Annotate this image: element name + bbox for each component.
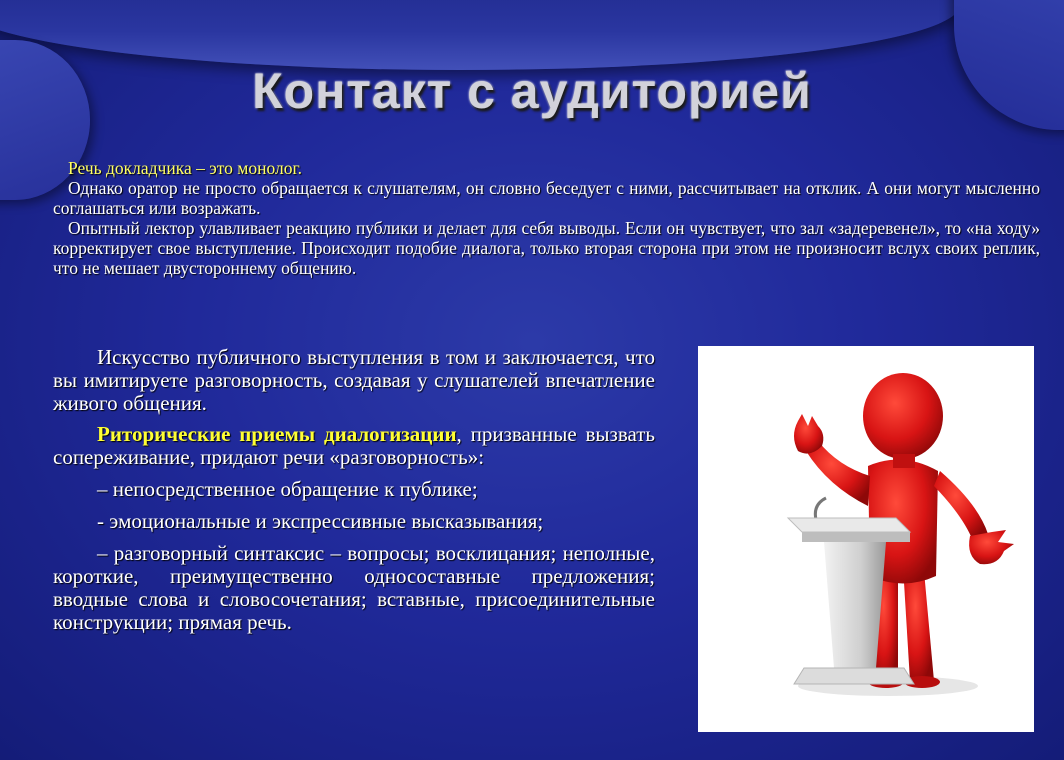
body-paragraph-1: Искусство публичного выступления в том и заключается, что вы имитируете разговорность, создавая у слушателей впечатление живого общения. [53,345,655,415]
slide-title: Контакт с аудиторией [252,63,812,119]
illustration [698,346,1034,732]
highlight-term: Риторические приемы диалогизации [97,422,457,446]
list-item: – непосредственное обращение к публике; [97,477,478,501]
speaker-at-podium-icon [698,346,1034,732]
decor-top-swoosh [0,0,960,70]
intro-text [53,158,1040,278]
main-text [53,346,655,634]
intro-lead: Речь докладчика – это монолог. [68,158,303,178]
body-paragraph-2-rest: , призванные вызвать сопереживание, придают речи «разговорность»: [53,422,655,469]
list-item: - эмоциональные и экспрессивные высказывания; [97,509,544,533]
body-paragraph-2 [53,423,655,469]
intro-paragraph-2: Опытный лектор улавливает реакцию публики и делает для себя выводы. Если он чувствует, что зал «задеревенел», то «на ходу» корректирует свое выступление. Происходит подобие диалога, только вторая сторона при этом не произносит вслух своих реплик, что не мешает двустороннему общению. [53,218,1040,278]
list-item: – разговорный синтаксис – вопросы; восклицания; неполные, короткие, преимущественно односоставные предложения; вводные слова и словосочетания; вставные, присоединительные конструкции; прямая речь. [53,541,655,634]
intro-paragraph-1: Однако оратор не просто обращается к слушателям, он словно беседует с ними, рассчитывает на отклик. А они могут мысленно соглашаться или возражать. [53,178,1040,218]
